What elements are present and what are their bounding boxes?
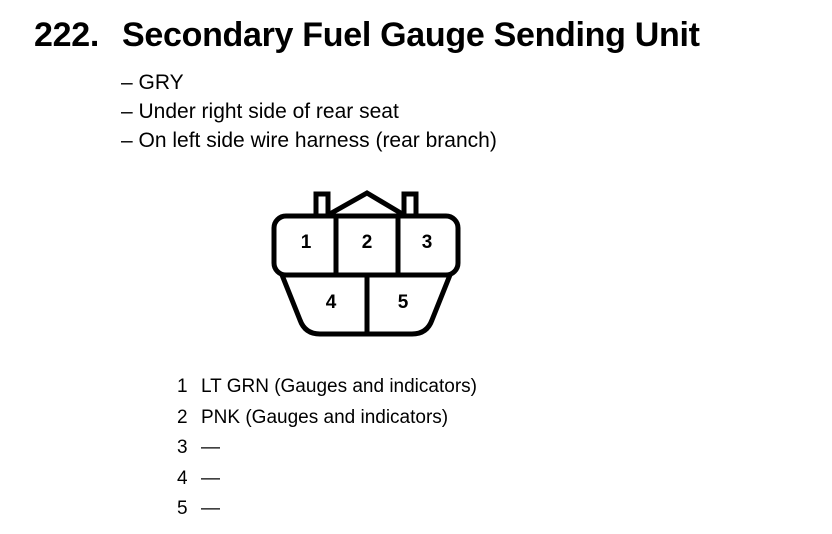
connector-pin-3: 3 <box>421 232 433 253</box>
pin-row <box>177 494 477 525</box>
pin-number: 2 <box>177 406 188 428</box>
pin-number: 5 <box>177 498 188 519</box>
pin-description: — <box>201 437 220 458</box>
connector-pin-5: 5 <box>397 292 409 313</box>
pin-description: — <box>201 498 220 519</box>
connector-pin-2: 2 <box>361 232 373 253</box>
title-text: Secondary Fuel Gauge Sending Unit <box>122 16 700 54</box>
connector-pin-1: 1 <box>300 232 312 253</box>
connector-key <box>328 193 404 215</box>
note-harness: – On left side wire harness (rear branch) <box>121 129 497 152</box>
pin-row <box>177 372 477 403</box>
connector-pin-4: 4 <box>325 292 337 313</box>
pin-number: 4 <box>177 467 188 489</box>
pin-row <box>177 464 477 495</box>
pin-description: — <box>201 467 220 489</box>
title-number: 222. <box>34 16 99 54</box>
note-color: – GRY <box>121 71 184 94</box>
pin-number: 3 <box>177 437 188 458</box>
pin-description: PNK (Gauges and indicators) <box>201 406 449 428</box>
pin-description: LT GRN (Gauges and indicators) <box>201 376 477 397</box>
pin-row <box>177 433 477 464</box>
pin-row <box>177 403 477 434</box>
pin-number: 1 <box>177 376 188 397</box>
pin-list <box>177 372 477 525</box>
note-location: – Under right side of rear seat <box>121 100 399 123</box>
